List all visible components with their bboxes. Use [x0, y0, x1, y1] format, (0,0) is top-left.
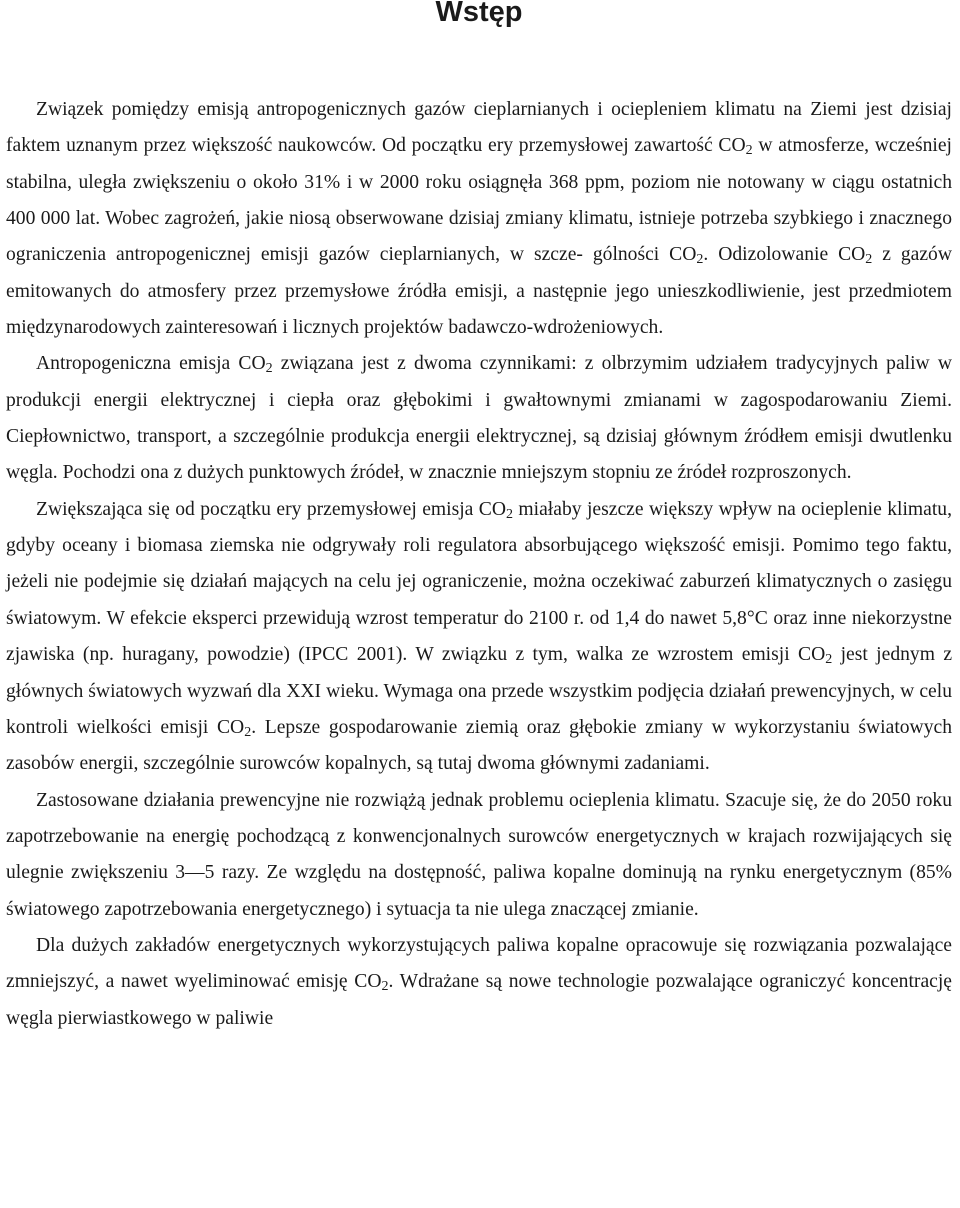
- subscript: 2: [745, 143, 753, 159]
- paragraph-2: Antropogeniczna emisja $CO_2$ związana jest z dwoma czynnikami: z olbrzymim udziałem tradycyjnych paliw w produkcji energii elektrycznej i ciepła oraz głębokimi i gwałtownymi zmianami w zagospodarowaniu Ziemi. Ciepłownictwo, transport, a szczególnie produkcja energii elektrycznej, są dzisiaj głównym źródłem emisji dwutlenku węgla. Pochodzi ona z dużych punktowych źródeł, w znacznie mniejszym stopniu ze źródeł rozproszonych.: [6, 353, 952, 484]
- chapter-body: [6, 92, 952, 1037]
- subscript: 2: [825, 652, 833, 668]
- subscript: 2: [696, 252, 704, 268]
- paragraph-1: Związek pomiędzy emisją antropogenicznych gazów cieplarnianych i ociepleniem klimatu na Ziemi jest dzisiaj faktem uznanym przez większość naukowców. Od początku ery przemysłowej zawartość $CO_2$ w atmosferze, wcześniej stabilna, uległa zwiększeniu o około 31% i w 2000 roku osiągnęła 368 ppm, poziom nie notowany w ciągu ostatnich 400 000 lat. Wobec zagrożeń, jakie niosą obserwowane dzisiaj zmiany klimatu, istnieje potrzeba szybkiego i znacznego ograniczenia antropogenicznej emisji gazów cieplarnianych, w szcze- gólności $CO_2$. Odizolowanie $CO_2$ z gazów emitowanych do atmosfery przez przemysłowe źródła emisji, a następnie jego unieszkodliwienie, jest przedmiotem międzynarodowych zainteresowań i licznych projektów badawczo-wdrożeniowych.: [6, 99, 953, 339]
- paragraph-4: Zastosowane działania prewencyjne nie rozwiążą jednak problemu ocieplenia klimatu. Szacuje się, że do 2050 roku zapotrzebowanie na energię pochodzącą z konwencjonalnych surowców energetycznych w krajach rozwijających się ulegnie zwiększeniu 3—5 razy. Ze względu na dostępność, paliwa kopalne dominują na rynku energetycznym (85% światowego zapotrzebowania energetycznego) i sytuacja ta nie ulega znaczącej zmianie.: [6, 789, 952, 920]
- subscript: 2: [244, 724, 252, 740]
- paragraph-5: Dla dużych zakładów energetycznych wykorzystujących paliwa kopalne opracowuje się rozwiązania pozwalające zmniejszyć, a nawet wyeliminować emisję $CO_2$. Wdrażane są nowe technologie pozwalające ograniczyć koncentrację węgla pierwiastkowego w paliwie: [6, 934, 952, 1029]
- subscript: 2: [506, 506, 513, 522]
- paragraph-3: Zwiększająca się od początku ery przemysłowej emisja $CO_2$ miałaby jeszcze większy wpływ na ocieplenie klimatu, gdyby oceany i biomasa ziemska nie odgrywały roli regulatora absorbującego większość emisji. Pomimo tego faktu, jeżeli nie podejmie się działań mających na celu jej ograniczenie, można oczekiwać zaburzeń klimatycznych o zasięgu światowym. W efekcie eksperci przewidują wzrost temperatur do 2100 r. od 1,4 do nawet 5,8°C oraz inne niekorzystne zjawiska (np. huragany, powodzie) (IPCC 2001). W związku z tym, walka ze wzrostem emisji $CO_2$ jest jednym z głównych światowych wyzwań dla XXI wieku. Wymaga ona przede wszystkim podjęcia działań prewencyjnych, w celu kontroli wielkości emisji $CO_2$. Lepsze gospodarowanie ziemią oraz głębokie zmiany w wykorzystaniu światowych zasobów energii, szczególnie surowców kopalnych, są tutaj dwoma głównymi zadaniami.: [6, 498, 953, 775]
- subscript: 2: [381, 979, 389, 995]
- subscript: 2: [265, 361, 273, 377]
- chapter-title: Wstęp: [435, 0, 523, 28]
- subscript: 2: [865, 252, 873, 268]
